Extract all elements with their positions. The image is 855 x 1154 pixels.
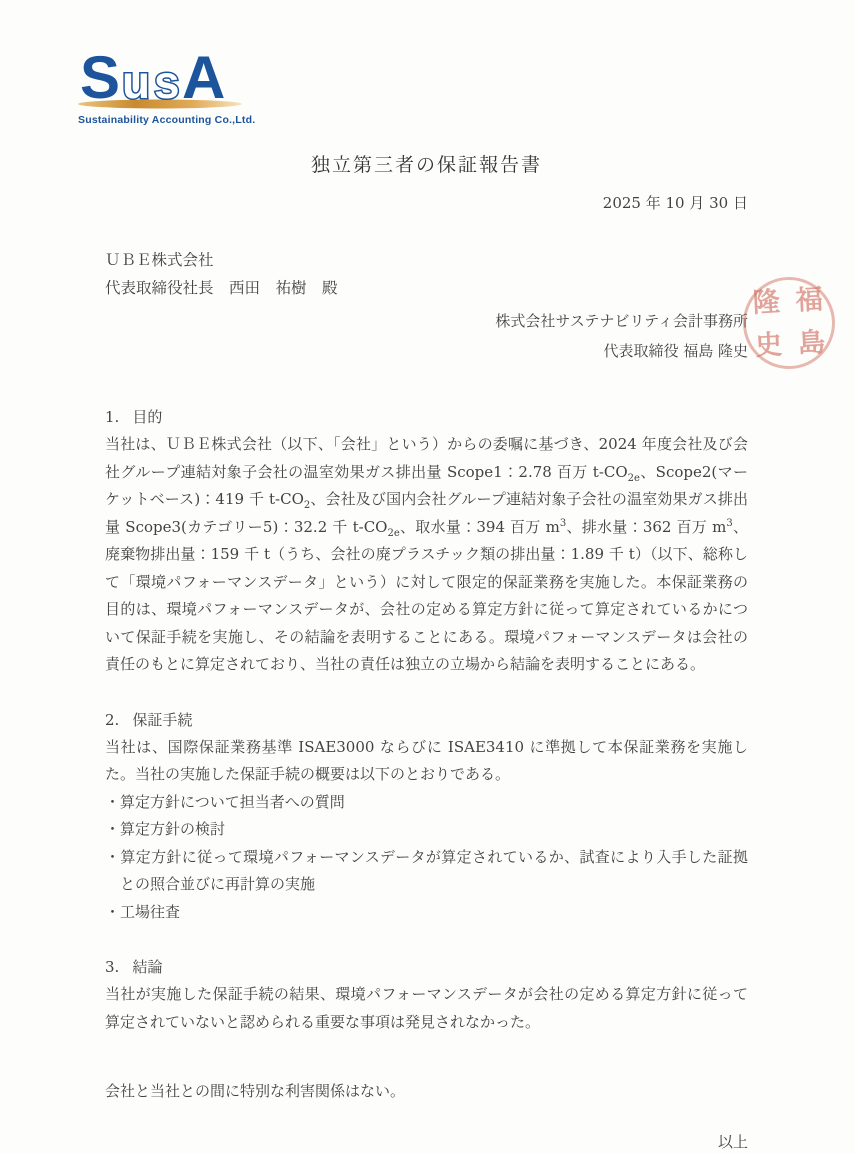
section-purpose-number: 1.	[105, 408, 120, 426]
section-conclusion-title: 結論	[132, 958, 163, 976]
procedure-item-text: 算定方針に従って環境パフォーマンスデータが算定されているか、試査により入手した証拠との照合並びに再計算の実施	[120, 847, 748, 893]
seal-char-bottom-left: 史	[754, 329, 783, 362]
issuer-representative: 代表取締役 福島 隆史	[603, 342, 748, 360]
procedure-item	[105, 816, 748, 844]
logo-letter-s-solid: S	[80, 44, 121, 111]
recipient-block	[105, 246, 748, 302]
logo-letter-a-solid: A	[182, 44, 226, 111]
bullet-marker: ・	[105, 820, 121, 838]
closing-mark: 以上	[717, 1133, 748, 1151]
procedure-item	[105, 899, 748, 927]
section-procedures	[105, 709, 748, 927]
section-purpose-title: 目的	[132, 408, 163, 426]
bullet-marker: ・	[105, 792, 121, 811]
section-procedures-title: 保証手続	[132, 710, 193, 729]
seal-char-top-right: 福	[795, 284, 824, 317]
procedure-item-text: 算定方針について担当者への質問	[120, 792, 345, 811]
document-date: 2025 年 10 月 30 日	[602, 194, 748, 212]
logo-letter-s-outline: s	[154, 56, 180, 108]
independence-statement: 会社と当社との間に特別な利害関係はない。	[105, 1082, 406, 1100]
section-purpose-body: 当社は、ＵＢＥ株式会社（以下、「会社」という）からの委嘱に基づき、2024 年度会社及び会社グループ連結対象子会社の温室効果ガス排出量 Scope1：2.78 百万 $t-CO_{2e}$、Scope2(マーケットベース)：419 千 $t-CO_2$、会社及び国内会社グループ連結対象子会社の温室効果ガス排出量 Scope3(カテゴリー5)：32.2 千 $t-CO_{2e}$、取水量：394 百万 $m^3$、排水量：362 百万 $m^3$、廃棄物排出量：159 千 t（うち、会社の廃プラスチック類の排出量：1.89 千 t）（以下、総称して「環境パフォーマンスデータ」という）に対して限定的保証業務を実施した。本保証業務の目的は、環境パフォーマンスデータが、会社の定める算定方針に従って算定されているかについて保証手続を実施し、その結論を表明することにある。環境パフォーマンスデータは会社の責任のもとに算定されており、当社の責任は独立の立場から結論を表明することにある。	[105, 435, 748, 673]
recipient-addressee: 代表取締役社長 西田 祐樹 殿	[105, 279, 338, 297]
section-procedures-heading	[105, 709, 748, 730]
procedure-item-text: 算定方針の検討	[120, 820, 226, 838]
section-procedures-number: 2.	[105, 710, 120, 729]
section-procedures-body: 当社は、国際保証業務基準 ISAE3000 ならびに ISAE3410 に準拠して本保証業務を実施した。当社の実施した保証手続の概要は以下のとおりである。	[105, 737, 748, 783]
susa-logo	[78, 36, 256, 126]
susa-logo-wordmark	[78, 36, 248, 112]
bullet-marker: ・	[105, 847, 121, 866]
document-title: 独立第三者の保証報告書	[310, 154, 542, 176]
procedure-list	[105, 789, 748, 927]
procedure-item	[105, 844, 748, 899]
logo-tagline: Sustainability Accounting Co.,Ltd.	[78, 114, 256, 126]
bullet-marker: ・	[105, 902, 121, 921]
issuer-company: 株式会社サステナビリティ会計事務所	[495, 312, 748, 330]
section-purpose-heading	[105, 406, 748, 427]
recipient-company: ＵＢＥ株式会社	[105, 251, 214, 269]
seal-char-bottom-right: 島	[797, 327, 826, 360]
procedure-item-text: 工場往査	[120, 902, 181, 921]
logo-letter-u-outline: u	[122, 56, 151, 108]
section-conclusion-heading	[105, 956, 748, 977]
procedure-item	[105, 789, 748, 817]
section-conclusion-body: 当社が実施した保証手続の結果、環境パフォーマンスデータが会社の定める算定方針に従って算定されていないと認められる重要な事項は発見されなかった。	[105, 985, 748, 1031]
section-conclusion	[105, 956, 748, 1036]
seal-char-top-left: 隆	[752, 286, 781, 319]
section-conclusion-number: 3.	[105, 958, 120, 976]
issuer-block	[105, 306, 748, 366]
section-purpose	[105, 406, 748, 679]
